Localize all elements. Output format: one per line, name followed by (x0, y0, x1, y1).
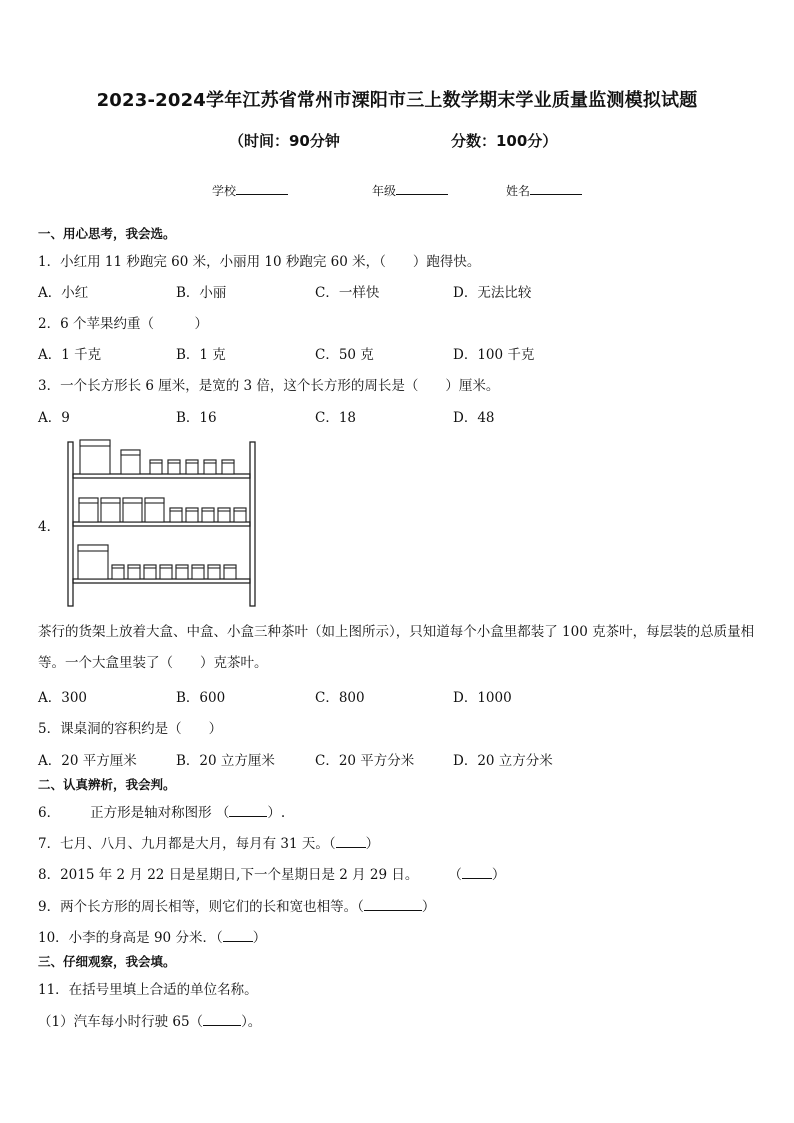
grade-blank (396, 182, 448, 195)
small-box (208, 565, 220, 579)
small-box (144, 565, 156, 579)
question-2-option-b: B．1 克 (176, 347, 226, 363)
shelf-left-post (68, 442, 73, 606)
small-box (176, 565, 188, 579)
question-4-option-b: B．600 (176, 690, 226, 706)
medium-box (101, 498, 120, 522)
tea-shelf-figure (64, 434, 260, 610)
question-6-end: ）. (267, 805, 286, 821)
question-8-end: ） (491, 867, 506, 883)
question-3-option-b: B．16 (176, 410, 217, 426)
section-3-heading: 三、仔细观察，我会填。 (38, 954, 176, 969)
answer-blank (223, 928, 253, 942)
small-box (218, 508, 230, 522)
large-box (78, 545, 108, 579)
small-box (170, 508, 182, 522)
grade-field (372, 182, 448, 199)
question-8-text: 8．2015 年 2 月 22 日是星期日,下一个星期日是 2 月 29 日。 (38, 867, 419, 883)
school-label: 学校 (212, 184, 237, 198)
question-4-option-a: A．300 (38, 690, 88, 706)
question-6-number: 6． (38, 805, 61, 821)
page-title: 2023-2024学年江苏省常州市溧阳市三上数学期末学业质量监测模拟试题 (96, 90, 698, 111)
exam-time: （时间：90分钟 (229, 132, 340, 150)
small-box (234, 508, 246, 522)
small-box (204, 460, 216, 474)
medium-box (123, 498, 142, 522)
question-11-part-1 (38, 1010, 261, 1030)
question-1-option-d: D．无法比较 (453, 285, 532, 301)
question-8 (38, 863, 505, 883)
question-5-option-b: B．20 立方厘米 (176, 753, 275, 769)
question-9 (38, 895, 435, 915)
question-4-option-c: C．800 (315, 690, 365, 706)
small-box (160, 565, 172, 579)
question-5-option-a: A．20 平方厘米 (38, 753, 137, 769)
question-2-option-d: D．100 千克 (453, 347, 535, 363)
question-11-part-1-end: ）。 (241, 1014, 262, 1030)
question-2-option-c: C．50 克 (315, 347, 374, 363)
answer-blank (462, 865, 492, 879)
question-10 (38, 926, 266, 946)
answer-blank (203, 1012, 241, 1026)
shelf-board-2 (73, 522, 250, 526)
question-1-stem: 1．小红用 11 秒跑完 60 米，小丽用 10 秒跑完 60 米，（ ）跑得快。 (38, 254, 481, 270)
school-blank (236, 182, 288, 195)
question-6-text: 正方形是轴对称图形 （ (90, 805, 230, 821)
medium-box (121, 450, 140, 474)
section-2-heading: 二、认真辨析，我会判。 (38, 777, 176, 792)
question-7 (38, 832, 379, 852)
small-box (202, 508, 214, 522)
school-field (212, 182, 288, 199)
question-5-option-d: D．20 立方分米 (453, 753, 553, 769)
medium-box (79, 498, 98, 522)
question-11-stem: 11．在括号里填上合适的单位名称。 (38, 982, 258, 998)
small-box (128, 565, 140, 579)
question-7-text: 7．七月、八月、九月都是大月，每月有 31 天。（ (38, 836, 336, 852)
large-box (80, 440, 110, 474)
question-3-option-c: C．18 (315, 410, 357, 426)
small-box (150, 460, 162, 474)
shelf-right-post (250, 442, 255, 606)
question-4-number: 4． (38, 519, 61, 535)
question-10-end: ） (252, 930, 267, 946)
question-5-stem: 5．课桌洞的容积约是（ ） (38, 721, 223, 737)
question-5-option-c: C．20 平方分米 (315, 753, 415, 769)
small-box (224, 565, 236, 579)
question-2-stem: 2．6 个苹果约重（ ） (38, 316, 208, 332)
name-field (506, 182, 582, 199)
question-4-option-d: D．1000 (453, 690, 512, 706)
question-6 (38, 801, 285, 821)
answer-blank (336, 834, 366, 848)
medium-box (145, 498, 164, 522)
shelf-board-1 (73, 474, 250, 478)
question-1-option-a: A．小红 (38, 285, 89, 301)
question-3-option-a: A．9 (38, 410, 70, 426)
exam-score: 分数：100分） (451, 132, 558, 150)
question-10-text: 10．小李的身高是 90 分米．（ (38, 930, 223, 946)
question-3-option-d: D．48 (453, 410, 495, 426)
shelf-board-3 (73, 579, 250, 583)
section-1-heading: 一、用心思考，我会选。 (38, 226, 176, 241)
question-9-text: 9．两个长方形的周长相等，则它们的长和宽也相等。（ (38, 899, 364, 915)
question-7-end: ） (365, 836, 380, 852)
small-box (192, 565, 204, 579)
small-box (186, 460, 198, 474)
small-box (186, 508, 198, 522)
name-blank (530, 182, 582, 195)
answer-blank (229, 803, 267, 817)
question-8-open: （ (448, 867, 462, 883)
question-9-end: ） (421, 899, 436, 915)
small-box (222, 460, 234, 474)
question-2-option-a: A．1 千克 (38, 347, 102, 363)
question-3-stem: 3．一个长方形长 6 厘米，是宽的 3 倍，这个长方形的周长是（ ）厘米。 (38, 378, 500, 394)
question-11-part-1-text: （1）汽车每小时行驶 65（ (38, 1014, 204, 1030)
grade-label: 年级 (372, 184, 397, 198)
question-4-text: 茶行的货架上放着大盒、中盒、小盒三种茶叶（如上图所示），只知道每个小盒里都装了 100 克茶叶，每层装的总质量相等。一个大盒里装了（ ）克茶叶。 (38, 624, 755, 671)
small-box (112, 565, 124, 579)
answer-blank (364, 897, 422, 911)
question-1-option-c: C．一样快 (315, 285, 380, 301)
small-box (168, 460, 180, 474)
question-1-option-b: B．小丽 (176, 285, 227, 301)
name-label: 姓名 (506, 184, 531, 198)
